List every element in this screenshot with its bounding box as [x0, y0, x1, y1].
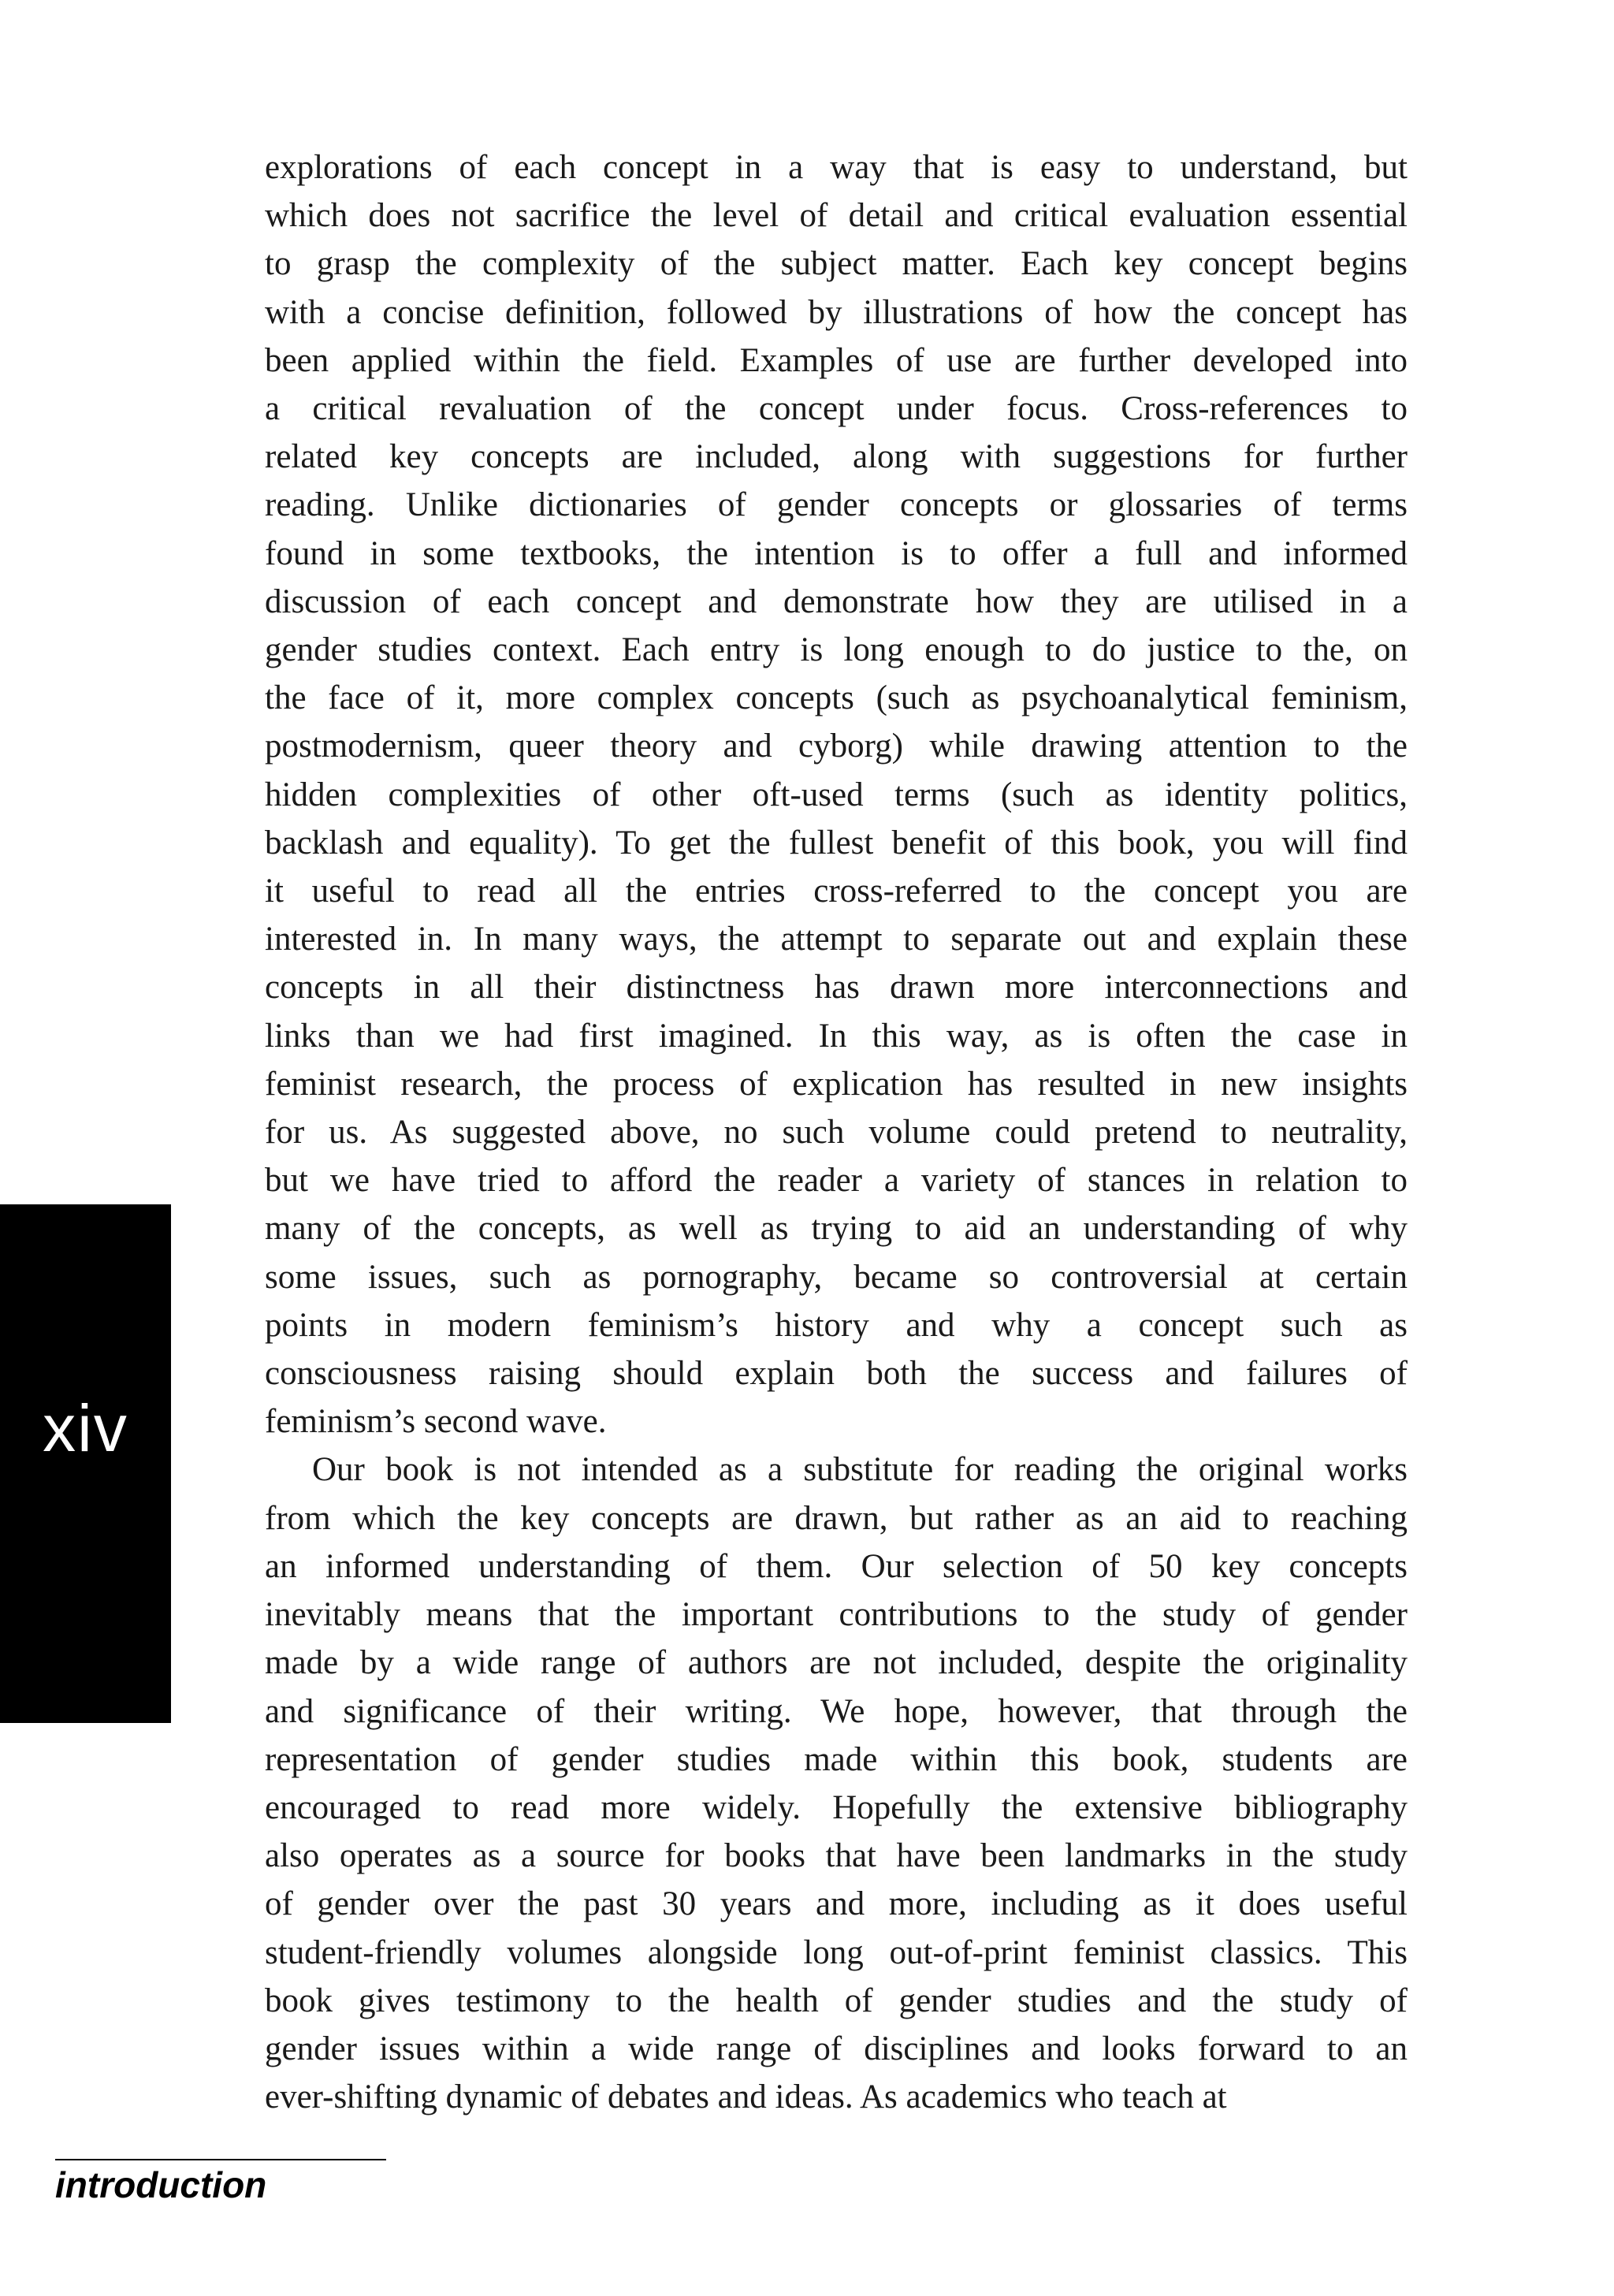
paragraph-1-line: with a concise definition, followed by illustrations of how the concept has — [265, 293, 1408, 331]
paragraph-1-line: concepts in all their distinctness has drawn more interconnections and — [265, 969, 1408, 1007]
paragraph-2-line: encouraged to read more widely. Hopefully the extensive bibliography — [265, 1788, 1408, 1826]
body-text — [265, 143, 1408, 2121]
paragraph-1-line: a critical revaluation of the concept under focus. Cross-references to — [265, 390, 1408, 428]
paragraph-2-line: an informed understanding of them. Our selection of 50 key concepts — [265, 1547, 1408, 1585]
paragraph-1-line: reading. Unlike dictionaries of gender concepts or glossaries of terms — [265, 486, 1408, 524]
paragraph-1-line: been applied within the field. Examples of use are further developed into — [265, 341, 1408, 379]
paragraph-1-line: backlash and equality). To get the fullest benefit of this book, you will find — [265, 824, 1408, 861]
paragraph-1-line: but we have tried to afford the reader a variety of stances in relation to — [265, 1162, 1408, 1200]
paragraph-1-line: gender studies context. Each entry is long enough to do justice to the, on — [265, 631, 1408, 669]
paragraph-1-line: postmodernism, queer theory and cyborg) while drawing attention to the — [265, 728, 1408, 765]
paragraph-1-line: related key concepts are included, along with suggestions for further — [265, 438, 1408, 476]
paragraph-1-line: points in modern feminism’s history and why a concept such as — [265, 1306, 1408, 1344]
paragraph-1-line: interested in. In many ways, the attempt to separate out and explain these — [265, 921, 1408, 958]
paragraph-2-line: book gives testimony to the health of gender studies and the study of — [265, 1982, 1408, 2019]
page-number: xiv — [43, 1391, 128, 1465]
paragraph-1-line: for us. As suggested above, no such volume could pretend to neutrality, — [265, 1114, 1408, 1152]
paragraph-2-line: representation of gender studies made within this book, students are — [265, 1740, 1408, 1778]
paragraph-1 — [265, 143, 1408, 1446]
paragraph-2-line: Our book is not intended as a substitute for reading the original works — [312, 1451, 1408, 1489]
running-footer: introduction — [55, 2164, 267, 2205]
paragraph-2 — [265, 1446, 1408, 2121]
paragraph-1-line: consciousness raising should explain both the success and failures of — [265, 1355, 1408, 1393]
paragraph-1-line: many of the concepts, as well as trying to aid an understanding of why — [265, 1210, 1408, 1248]
paragraph-1-line: some issues, such as pornography, became so controversial at certain — [265, 1258, 1408, 1296]
paragraph-2-line: of gender over the past 30 years and more, including as it does useful — [265, 1885, 1408, 1923]
paragraph-2-line: also operates as a source for books that have been landmarks in the study — [265, 1837, 1408, 1875]
paragraph-1-line: which does not sacrifice the level of detail and critical evaluation essential — [265, 197, 1408, 235]
paragraph-1-line: feminist research, the process of explication has resulted in new insights — [265, 1065, 1408, 1103]
paragraph-2-line: inevitably means that the important contributions to the study of gender — [265, 1596, 1408, 1634]
paragraph-1-line: discussion of each concept and demonstrate how they are utilised in a — [265, 582, 1408, 620]
paragraph-1-line: it useful to read all the entries cross-referred to the concept you are — [265, 873, 1408, 910]
paragraph-2-line: student-friendly volumes alongside long out-of-print feminist classics. This — [265, 1933, 1408, 1971]
paragraph-2-line: and significance of their writing. We hope, however, that through the — [265, 1692, 1408, 1730]
paragraph-1-line: found in some textbooks, the intention is to offer a full and informed — [265, 534, 1408, 572]
paragraph-1-line: to grasp the complexity of the subject matter. Each key concept begins — [265, 245, 1408, 283]
paragraph-2-line: gender issues within a wide range of disciplines and looks forward to an — [265, 2030, 1408, 2067]
paragraph-1-line: links than we had first imagined. In this way, as is often the case in — [265, 1017, 1408, 1055]
footer-rule — [55, 2159, 386, 2160]
paragraph-1-line: the face of it, more complex concepts (such as psychoanalytical feminism, — [265, 679, 1408, 717]
paragraph-2-line: made by a wide range of authors are not included, despite the originality — [265, 1644, 1408, 1682]
paragraph-2-line: from which the key concepts are drawn, but rather as an aid to reaching — [265, 1499, 1408, 1537]
paragraph-2-line: ever-shifting dynamic of debates and ideas. As academics who teach at — [265, 2078, 1227, 2116]
paragraph-1-line: feminism’s second wave. — [265, 1403, 607, 1441]
paragraph-1-line: explorations of each concept in a way that is easy to understand, but — [265, 149, 1408, 186]
paragraph-1-line: hidden complexities of other oft-used terms (such as identity politics, — [265, 776, 1408, 813]
